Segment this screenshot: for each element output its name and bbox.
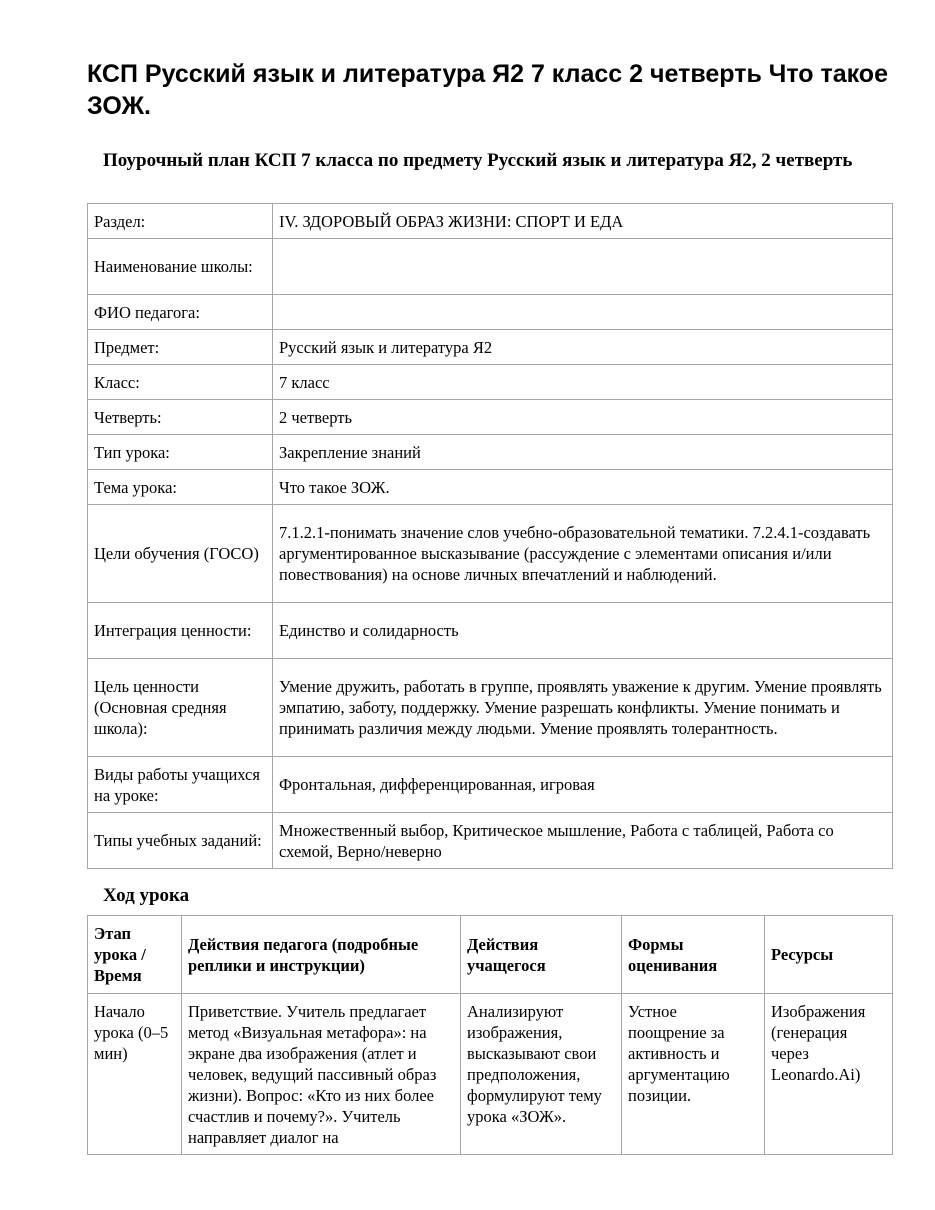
row-label: ФИО педагога: [88, 295, 273, 330]
lesson-info-table [87, 203, 893, 869]
row-label: Четверть: [88, 400, 273, 435]
column-header-student-actions: Действия учащегося [461, 916, 622, 994]
row-value: Закрепление знаний [273, 435, 893, 470]
row-value: IV. ЗДОРОВЫЙ ОБРАЗ ЖИЗНИ: СПОРТ И ЕДА [273, 204, 893, 239]
column-header-resources: Ресурсы [765, 916, 893, 994]
table-row [88, 295, 893, 330]
row-value: Умение дружить, работать в группе, проявлять уважение к другим. Умение проявлять эмпатию, заботу, поддержку. Умение разрешать конфликты. Умение понимать и принимать различия между людьми. Умение проявлять толерантность. [273, 659, 893, 757]
row-value: 7 класс [273, 365, 893, 400]
plan-heading: Поурочный план КСП 7 класса по предмету Русский язык и литература Я2, 2 четверть [103, 150, 853, 171]
column-header-teacher-actions: Действия педагога (подробные реплики и инструкции) [182, 916, 461, 994]
row-label: Цель ценности (Основная средняя школа): [88, 659, 273, 757]
table-row [88, 204, 893, 239]
row-label: Предмет: [88, 330, 273, 365]
lesson-progress-table [87, 915, 893, 1155]
row-label: Раздел: [88, 204, 273, 239]
cell-resources: Изображения (генерация через Leonardo.Ai) [765, 994, 893, 1155]
table-row [88, 239, 893, 295]
row-value: Единство и солидарность [273, 603, 893, 659]
row-label: Типы учебных заданий: [88, 813, 273, 869]
lesson-heading: Ход урока [103, 885, 190, 906]
table-row [88, 400, 893, 435]
column-header-stage: Этап урока / Время [88, 916, 182, 994]
table-row [88, 365, 893, 400]
column-header-assessment: Формы оценивания [622, 916, 765, 994]
table-row [88, 505, 893, 603]
row-value: Русский язык и литература Я2 [273, 330, 893, 365]
row-value: Что такое ЗОЖ. [273, 470, 893, 505]
table-row [88, 330, 893, 365]
row-value: 2 четверть [273, 400, 893, 435]
row-label: Интеграция ценности: [88, 603, 273, 659]
table-row [88, 603, 893, 659]
row-label: Тип урока: [88, 435, 273, 470]
table-row [88, 659, 893, 757]
cell-student-actions: Анализируют изображения, высказывают свои предположения, формулируют тему урока «ЗОЖ». [461, 994, 622, 1155]
row-value [273, 295, 893, 330]
table-header-row [88, 916, 893, 994]
row-label: Класс: [88, 365, 273, 400]
row-label: Наименование школы: [88, 239, 273, 295]
table-row [88, 757, 893, 813]
cell-teacher-actions: Приветствие. Учитель предлагает метод «Визуальная метафора»: на экране два изображения (атлет и человек, ведущий пассивный образ жизни). Вопрос: «Кто из них более счастлив и почему?». Учитель направляет диалог на [182, 994, 461, 1155]
table-row [88, 813, 893, 869]
row-value: Фронтальная, дифференцированная, игровая [273, 757, 893, 813]
cell-assessment: Устное поощрение за активность и аргументацию позиции. [622, 994, 765, 1155]
row-label: Цели обучения (ГОСО) [88, 505, 273, 603]
table-row [88, 994, 893, 1155]
row-label: Виды работы учащихся на уроке: [88, 757, 273, 813]
row-label: Тема урока: [88, 470, 273, 505]
row-value: 7.1.2.1-понимать значение слов учебно-образовательной тематики. 7.2.4.1-создавать аргументированное высказывание (рассуждение с элементами описания и/или повествования) на основе личных впечатлений и наблюдений. [273, 505, 893, 603]
row-value [273, 239, 893, 295]
document-title: КСП Русский язык и литература Я2 7 класс 2 четверть Что такое ЗОЖ. [87, 60, 888, 120]
table-row [88, 470, 893, 505]
row-value: Множественный выбор, Критическое мышление, Работа с таблицей, Работа со схемой, Верно/неверно [273, 813, 893, 869]
cell-stage: Начало урока (0–5 мин) [88, 994, 182, 1155]
table-row [88, 435, 893, 470]
